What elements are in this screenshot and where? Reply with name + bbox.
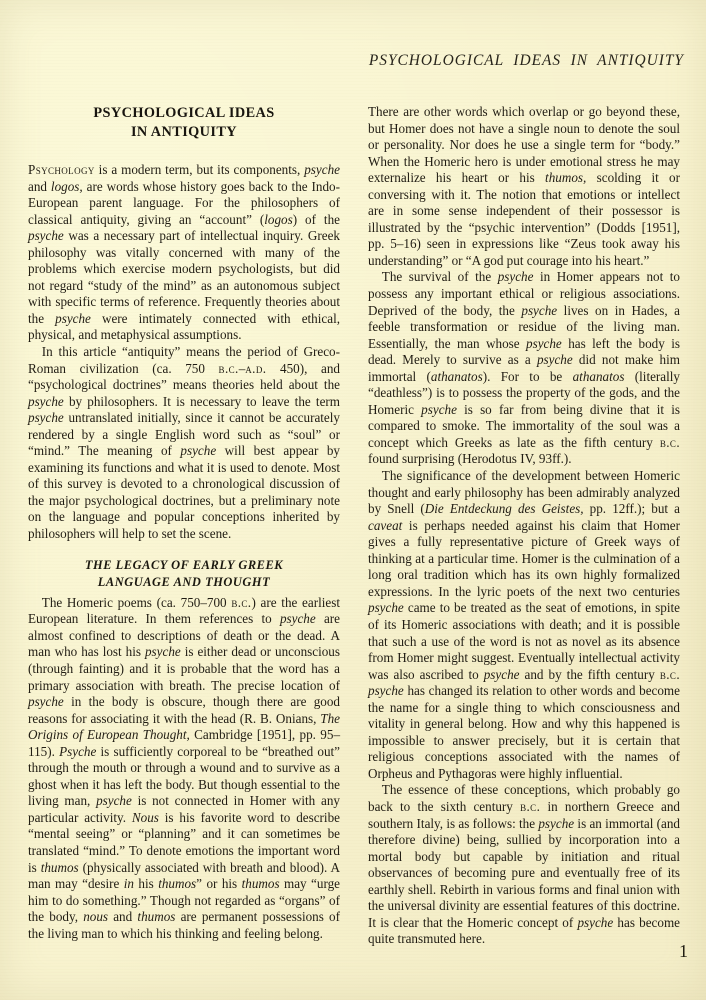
running-head: PSYCHOLOGICAL IDEAS IN ANTIQUITY	[368, 52, 684, 69]
section-heading-line-1: THE LEGACY OF EARLY GREEK	[84, 557, 284, 572]
paragraph-left-2: In this article “antiquity” means the period of Greco-Roman civilization (ca. 750 b.c.–a.d. 450), and “psychological doctrines” means theories held about the psyche by philosophers. It is necessary to leave the term psyche untranslated initially, since it cannot be accurately rendered by a single English word such as “soul” or “mind.” The meaning of psyche will best appear by examining its functions and what it is used to denote. Most of this survey is devoted to a chronological discussion of the major psychological doctrines, but a preliminary note on the language and popular conceptions inherited by philosophers will help to set the scene.	[28, 344, 340, 542]
section-heading-line-2: LANGUAGE AND THOUGHT	[97, 575, 271, 590]
right-column	[368, 104, 680, 948]
paragraph-left-1: Psychology is a modern term, but its components, psyche and logos, are words whose history goes back to the Indo-European parent language. For the philosophers of classical antiquity, giving an “account” (logos) of the psyche was a necessary part of intellectual inquiry. Greek philosophy was vitally concerned with many of the problems which exercise modern psychologists, but did not regard “study of the mind” as an autonomous subject with specific terms of reference. Frequently theories about the psyche were intimately connected with ethical, physical, and metaphysical assumptions.	[28, 162, 341, 343]
page-title	[28, 104, 340, 142]
section-heading	[28, 557, 340, 592]
page-number: 1	[679, 941, 688, 961]
paragraph-right-2: The survival of the psyche in Homer appears not to possess any important ethical or religious associations. Deprived of the body, the psyche lives on in Hades, a feeble transformation or residue of the living man. Essentially, the man whose psyche has left the body is dead. Merely to survive as a psyche did not make him immortal (athanatos). For to be athanatos (literally “deathless”) is to possess the property of the gods, and the Homeric psyche is so far from being divine that it is compared to smoke. The immortality of the soul was a concept which Greeks as late as the fifth century b.c. found surprising (Herodotus IV, 93ff.).	[368, 269, 681, 467]
paragraph-right-4: The essence of these conceptions, which probably go back to the sixth century b.c. in northern Greece and southern Italy, is as follows: the psyche is an immortal (and therefore divine) being, sullied by incorporation into a mortal body but capable by initiation and ritual observances of becoming pure and eventually free of its earthly shell. Rebirth in various forms and final union with the universal divinity are essential features of this doctrine. It is clear that the Homeric concept of psyche has become quite transmuted here.	[368, 782, 680, 947]
two-column-body	[28, 104, 680, 948]
page-title-line-1: PSYCHOLOGICAL IDEAS	[93, 105, 275, 121]
page-title-line-2: IN ANTIQUITY	[130, 124, 238, 140]
paragraph-right-1: There are other words which overlap or go beyond these, but Homer does not have a single noun to denote the soul or personality. Nor does he use a single term for “body.” When the Homeric hero is under emotional stress he may externalize his heart or his thumos, scolding it or conversing with it. The notion that emotions or intellect are in some sense independent of their possessor is illustrated by the “psychic intervention” (Dodds [1951], pp. 5–16) seen in expressions like “Zeus took away his understanding” or “A god put courage into his heart.”	[368, 104, 681, 268]
paragraph-right-3: The significance of the development between Homeric thought and early philosophy has been admirably analyzed by Snell (Die Entdeckung des Geistes, pp. 12ff.); but a caveat is perhaps needed against his claim that Homer gives a fully representative picture of Greek ways of thinking at a particular time. Homer is the culmination of a long oral tradition which has its own highly formalized expressions. In the lyric poets of the next two centuries psyche came to be treated as the seat of emotions, in spite of its Homeric associations with death; and it is possible that such a use of the word is not as novel as its absence from Homer might suggest. Eventually intellectual activity was also ascribed to psyche and by the fifth century b.c. psyche has changed its relation to other words and become the name for a single thing to which consciousness and vitality in general belong. How and why this happened is impossible to answer precisely, but it is certain that religious conceptions associated with the names of Orpheus and Pythagoras were highly influential.	[368, 468, 680, 781]
left-column	[28, 104, 340, 948]
paragraph-left-3: The Homeric poems (ca. 750–700 b.c.) are the earliest European literature. In them references to psyche are almost confined to descriptions of death or the dead. A man who has lost his psyche is either dead or unconscious (through fainting) and it is probable that the word has a primary association with breath. The precise location of psyche in the body is obscure, though there are good reasons for associating it with the head (R. B. Onians, The Origins of European Thought, Cambridge [1951], pp. 95–115). Psyche is sufficiently corporeal to be “breathed out” through the mouth or through a wound and to survive as a ghost when it has left the body. But though essential to the living man, psyche is not connected in Homer with any particular activity. Nous is his favorite word to describe “mental seeing” or “planning” and it can sometimes be translated “mind.” To denote emotions the important word is thumos (physically associated with breath and blood). A man may “desire in his thumos” or his thumos may “urge him to do something.” Though not regarded as “organs” of the body, nous and thumos are permanent possessions of the living man to which his thinking and feeling belong.	[28, 594, 341, 941]
